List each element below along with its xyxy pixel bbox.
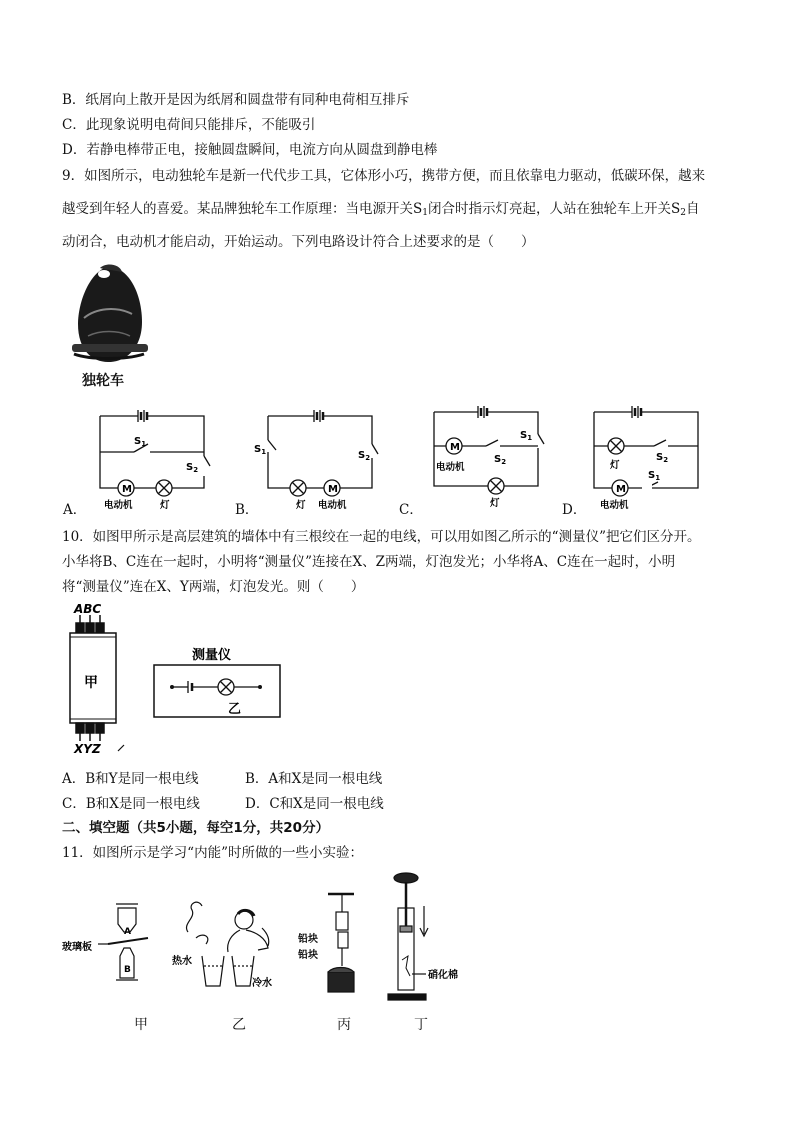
svg-text:ABC: ABC (74, 603, 102, 616)
svg-text:M: M (450, 442, 460, 453)
svg-text:S2: $S_2$ (656, 452, 669, 464)
circuit-b (254, 404, 384, 516)
svg-text:S1: $S_1$ (254, 444, 267, 456)
svg-text:M: M (328, 484, 338, 495)
wall-figure-jia (62, 603, 132, 755)
svg-text:S2: $S_2$ (186, 462, 199, 474)
motor-symbol: M (122, 484, 132, 495)
q10-option-b: B．A和X是同一根电线 (245, 771, 383, 787)
caption-yi: 乙 (232, 1017, 246, 1033)
q11-stem: 11．如图所示是学习“内能”时所做的一些小实验： (62, 845, 363, 861)
q9-option-c: C． (399, 502, 423, 518)
svg-text:电动机: 电动机 (436, 462, 465, 473)
svg-text:S2: $S_2$ (358, 450, 371, 462)
svg-text:M: M (616, 484, 626, 495)
svg-text:甲: 甲 (84, 675, 98, 691)
q10-option-a: A．B和Y是同一根电线 (62, 771, 199, 787)
svg-text:S1: $S_1$ (520, 430, 533, 442)
svg-text:XYZ: XYZ (74, 742, 101, 755)
q8-option-b: B．纸屑向上散开是因为纸屑和圆盘带有同种电荷相互排斥 (62, 92, 410, 108)
caption-jia: 甲 (134, 1017, 148, 1033)
caption-bing: 丙 (337, 1017, 351, 1033)
experiments-figure (62, 868, 492, 1008)
svg-text:S2: $S_2$ (494, 454, 507, 466)
circuit-a (86, 404, 216, 516)
circuit-c (426, 404, 556, 516)
svg-text:电动机: 电动机 (104, 500, 133, 511)
svg-text:灯: 灯 (610, 460, 620, 471)
svg-text:硝化棉: 硝化棉 (428, 970, 458, 981)
svg-text:B: B (124, 965, 131, 975)
q9-option-a: A． (63, 502, 87, 518)
svg-text:电动机: 电动机 (600, 500, 629, 511)
svg-text:灯: 灯 (160, 500, 170, 511)
unicycle-caption: 独轮车 (82, 373, 124, 389)
q10-stem-line1: 10．如图甲所示是高层建筑的墙体中有三根绞在一起的电线，可以用如图乙所示的“测量仪”把它们区分开。 (62, 529, 701, 545)
q9-option-b: B． (235, 502, 259, 518)
q9-stem-line2: 越受到年轻人的喜爱。某品牌独轮车工作原理：当电源开关$S_1$闭合时指示灯亮起，人站在独轮车上开关$S_2$自 (62, 201, 700, 218)
svg-text:A: A (124, 927, 131, 937)
q10-stem-line3: 将“测量仪”连在X、Y两端，灯泡发光。则（ ） (62, 579, 365, 595)
svg-text:热水: 热水 (172, 956, 192, 967)
svg-text:玻璃板: 玻璃板 (62, 942, 92, 953)
q9-stem-line3: 动闭合，电动机才能启动，开始运动。下列电路设计符合上述要求的是（ ） (62, 234, 535, 250)
svg-text:冷水: 冷水 (252, 978, 272, 989)
section-heading: 二、填空题（共5小题，每空1分，共20分） (62, 820, 330, 836)
svg-text:灯: 灯 (296, 500, 306, 511)
svg-text:S1: $S_1$ (648, 470, 661, 482)
q8-option-d: D．若静电棒带正电，接触圆盘瞬间，电流方向从圆盘到静电棒 (62, 142, 438, 158)
q10-option-d: D．C和X是同一根电线 (245, 796, 384, 812)
caption-ding: 丁 (414, 1017, 428, 1033)
svg-text:铅块: 铅块 (298, 934, 318, 945)
svg-text:灯: 灯 (490, 498, 500, 509)
svg-text:铅块: 铅块 (298, 950, 318, 961)
svg-text:S1: $S_1$ (134, 436, 147, 448)
q9-stem-line1: 9．如图所示，电动独轮车是新一代代步工具，它体形小巧，携带方便，而且依靠电力驱动，低碳环保，越来 (62, 168, 706, 184)
svg-text:测量仪: 测量仪 (192, 648, 232, 663)
q8-option-c: C．此现象说明电荷间只能排斥，不能吸引 (62, 117, 316, 133)
q10-option-c: C．B和X是同一根电线 (62, 796, 200, 812)
circuit-d (586, 404, 716, 516)
meter-figure-yi (152, 643, 284, 723)
svg-text:电动机: 电动机 (318, 500, 347, 511)
q10-stem-line2: 小华将B、C连在一起时，小明将“测量仪”连接在X、Z两端，灯泡发光；小华将A、C连在一起时，小明 (62, 554, 676, 570)
svg-text:乙: 乙 (228, 702, 242, 717)
q9-option-d: D． (562, 502, 587, 518)
